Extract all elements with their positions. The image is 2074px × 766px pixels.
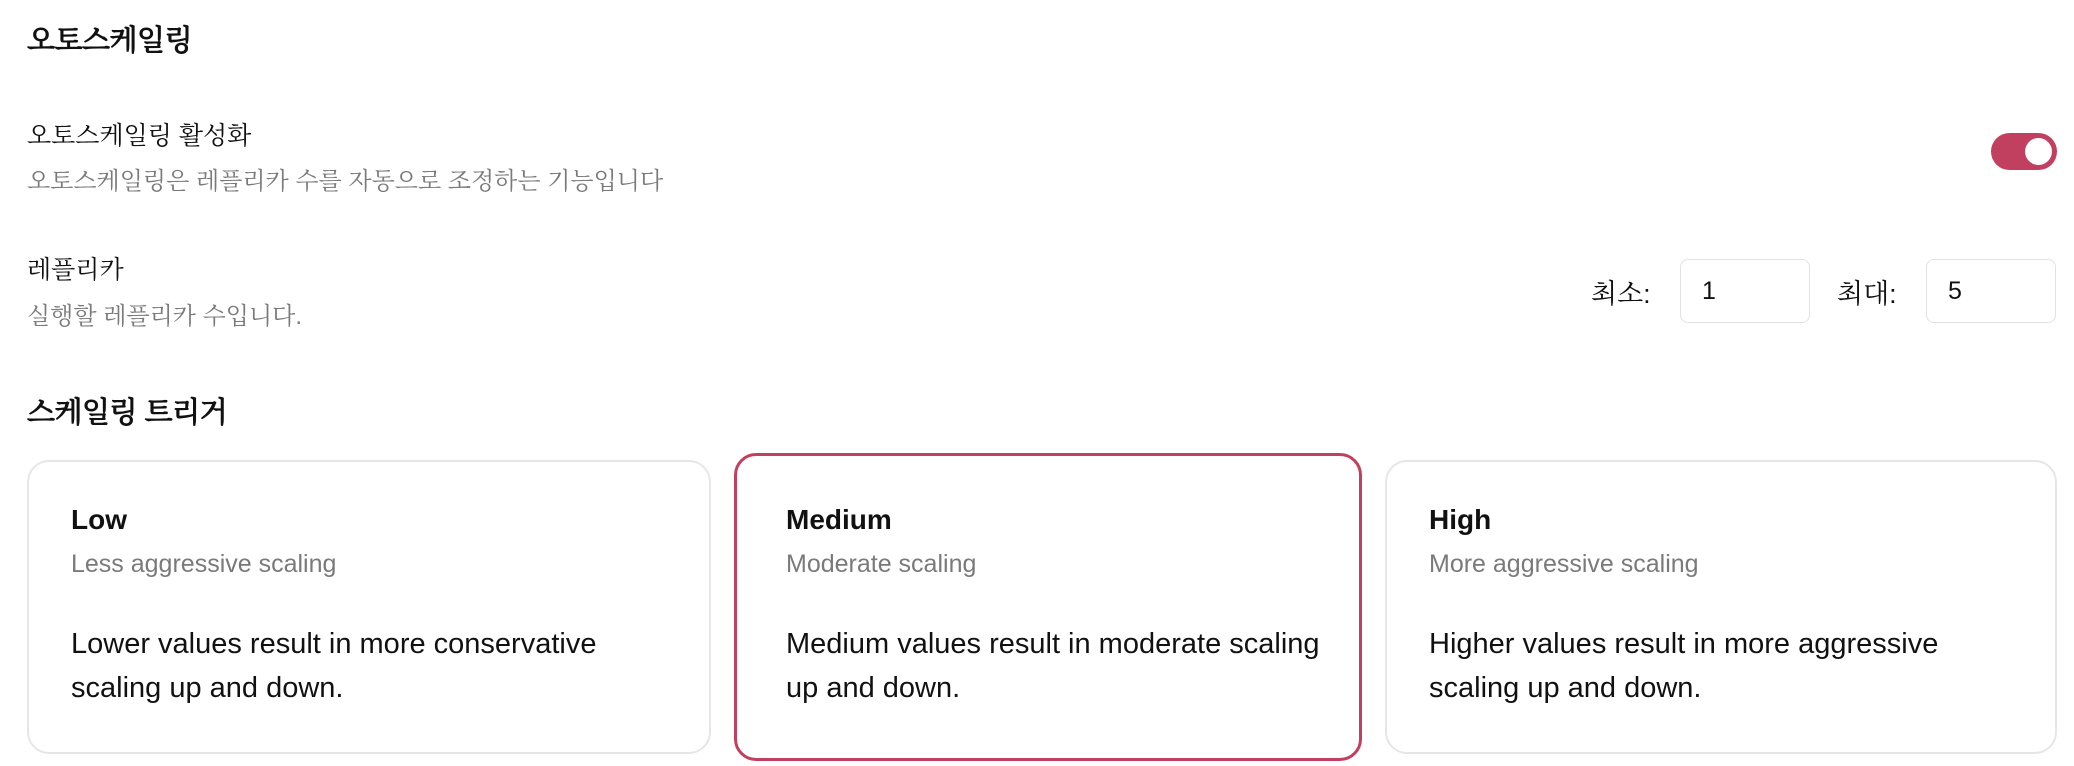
trigger-card-subtitle: Moderate scaling [786,550,977,578]
trigger-card-low[interactable] [27,460,711,754]
trigger-card-title: High [1429,504,1492,535]
section-title: 오토스케일링 [27,25,193,57]
max-replicas-label: 최대: [1837,279,1897,309]
min-replicas-label: 최소: [1591,279,1651,309]
trigger-card-subtitle: More aggressive scaling [1429,550,1699,578]
trigger-card-title: Low [71,504,127,535]
autoscaling-enable-description: 오토스케일링은 레플리카 수를 자동으로 조정하는 기능입니다 [27,168,664,195]
trigger-card-high[interactable] [1385,460,2057,754]
trigger-card-body: Medium values result in moderate scaling up and down. [786,628,1320,704]
trigger-card-body: Higher values result in more aggressive scaling up and down. [1429,628,1939,704]
trigger-card-subtitle: Less aggressive scaling [71,550,337,578]
trigger-card-title: Medium [786,504,892,535]
trigger-card-body: Lower values result in more conservative scaling up and down. [71,628,597,704]
replicas-description: 실행할 레플리카 수입니다. [27,303,303,330]
min-replicas-input[interactable] [1680,259,1810,323]
scaling-trigger-title: 스케일링 트리거 [27,397,228,429]
toggle-knob [2025,138,2052,165]
max-replicas-input[interactable] [1926,259,2056,323]
autoscaling-toggle[interactable] [1991,133,2057,170]
trigger-card-medium[interactable] [734,453,1362,761]
replicas-label: 레플리카 [27,256,124,284]
autoscaling-enable-label: 오토스케일링 활성화 [27,122,252,150]
